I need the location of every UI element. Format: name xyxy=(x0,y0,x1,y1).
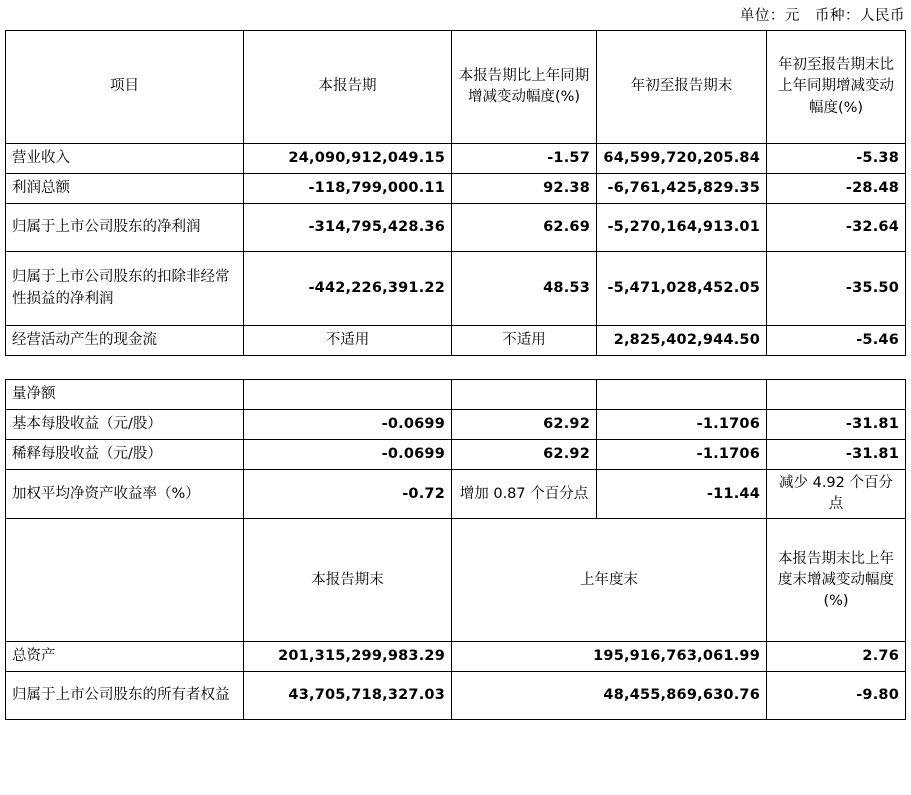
row-ytd-change: -31.81 xyxy=(767,410,906,440)
row-change: -9.80 xyxy=(767,672,906,720)
balance-header-prev-year-end: 上年度末 xyxy=(452,519,767,642)
balance-header-row xyxy=(6,519,906,642)
row-current-change: 62.92 xyxy=(452,440,597,470)
table-row xyxy=(6,252,906,326)
row-period-end: 201,315,299,983.29 xyxy=(244,642,452,672)
row-label: 营业收入 xyxy=(6,144,244,174)
row-prev-year-end: 195,916,763,061.99 xyxy=(452,642,767,672)
header-current-change: 本报告期比上年同期增减变动幅度(%) xyxy=(452,31,597,144)
table-row xyxy=(6,672,906,720)
row-current-change: 62.92 xyxy=(452,410,597,440)
row-change: 2.76 xyxy=(767,642,906,672)
row-ytd-change: -31.81 xyxy=(767,440,906,470)
row-label: 稀释每股收益（元/股） xyxy=(6,440,244,470)
row-label-part1: 经营活动产生的现金流 xyxy=(6,326,244,356)
row-current: -0.0699 xyxy=(244,440,452,470)
financial-summary-table xyxy=(5,30,906,720)
row-prev-year-end: 48,455,869,630.76 xyxy=(452,672,767,720)
row-label: 利润总额 xyxy=(6,174,244,204)
header-ytd-change: 年初至报告期末比上年同期增减变动幅度(%) xyxy=(767,31,906,144)
row-ytd-change: -28.48 xyxy=(767,174,906,204)
header-current-period: 本报告期 xyxy=(244,31,452,144)
row-current: 不适用 xyxy=(244,326,452,356)
table-row xyxy=(6,174,906,204)
row-current: 24,090,912,049.15 xyxy=(244,144,452,174)
table-gap-row xyxy=(6,356,906,380)
empty-cell xyxy=(767,380,906,410)
row-label: 归属于上市公司股东的所有者权益 xyxy=(6,672,244,720)
empty-cell xyxy=(244,380,452,410)
balance-header-change: 本报告期末比上年度末增减变动幅度(%) xyxy=(767,519,906,642)
row-ytd: -11.44 xyxy=(597,470,767,519)
header-item: 项目 xyxy=(6,31,244,144)
row-current-change: 48.53 xyxy=(452,252,597,326)
row-current: -0.0699 xyxy=(244,410,452,440)
row-current: -118,799,000.11 xyxy=(244,174,452,204)
balance-header-item xyxy=(6,519,244,642)
balance-header-period-end: 本报告期末 xyxy=(244,519,452,642)
row-ytd: -5,270,164,913.01 xyxy=(597,204,767,252)
row-current: -442,226,391.22 xyxy=(244,252,452,326)
table-row xyxy=(6,470,906,519)
row-label: 归属于上市公司股东的净利润 xyxy=(6,204,244,252)
row-current-change: 不适用 xyxy=(452,326,597,356)
row-ytd-change: 减少 4.92 个百分点 xyxy=(767,470,906,519)
row-current-change: -1.57 xyxy=(452,144,597,174)
row-label: 归属于上市公司股东的扣除非经常性损益的净利润 xyxy=(6,252,244,326)
table-row xyxy=(6,440,906,470)
header-ytd: 年初至报告期末 xyxy=(597,31,767,144)
row-ytd-change: -5.38 xyxy=(767,144,906,174)
row-current: -314,795,428.36 xyxy=(244,204,452,252)
row-period-end: 43,705,718,327.03 xyxy=(244,672,452,720)
table-header-row xyxy=(6,31,906,144)
row-label: 加权平均净资产收益率（%） xyxy=(6,470,244,519)
table-row xyxy=(6,642,906,672)
row-current-change: 92.38 xyxy=(452,174,597,204)
row-ytd: -5,471,028,452.05 xyxy=(597,252,767,326)
gap-cell xyxy=(244,356,452,380)
currency-kind-label: 币种：人民币 xyxy=(815,8,905,24)
gap-cell xyxy=(452,356,597,380)
gap-cell xyxy=(597,356,767,380)
row-label: 基本每股收益（元/股） xyxy=(6,410,244,440)
empty-cell xyxy=(597,380,767,410)
row-ytd: 64,599,720,205.84 xyxy=(597,144,767,174)
row-ytd: -1.1706 xyxy=(597,410,767,440)
row-ytd-change: -35.50 xyxy=(767,252,906,326)
row-ytd-change: -5.46 xyxy=(767,326,906,356)
gap-cell xyxy=(767,356,906,380)
row-ytd: -6,761,425,829.35 xyxy=(597,174,767,204)
table-row xyxy=(6,326,906,356)
row-ytd-change: -32.64 xyxy=(767,204,906,252)
row-ytd: -1.1706 xyxy=(597,440,767,470)
row-current: -0.72 xyxy=(244,470,452,519)
table-row xyxy=(6,204,906,252)
row-label: 总资产 xyxy=(6,642,244,672)
row-ytd: 2,825,402,944.50 xyxy=(597,326,767,356)
row-current-change: 增加 0.87 个百分点 xyxy=(452,470,597,519)
empty-cell xyxy=(452,380,597,410)
table-row-continued xyxy=(6,380,906,410)
row-current-change: 62.69 xyxy=(452,204,597,252)
table-row xyxy=(6,410,906,440)
table-row xyxy=(6,144,906,174)
row-label-part2: 量净额 xyxy=(6,380,244,410)
unit-note xyxy=(730,4,905,25)
gap-cell xyxy=(6,356,244,380)
currency-unit-label: 单位：元 xyxy=(739,8,800,24)
